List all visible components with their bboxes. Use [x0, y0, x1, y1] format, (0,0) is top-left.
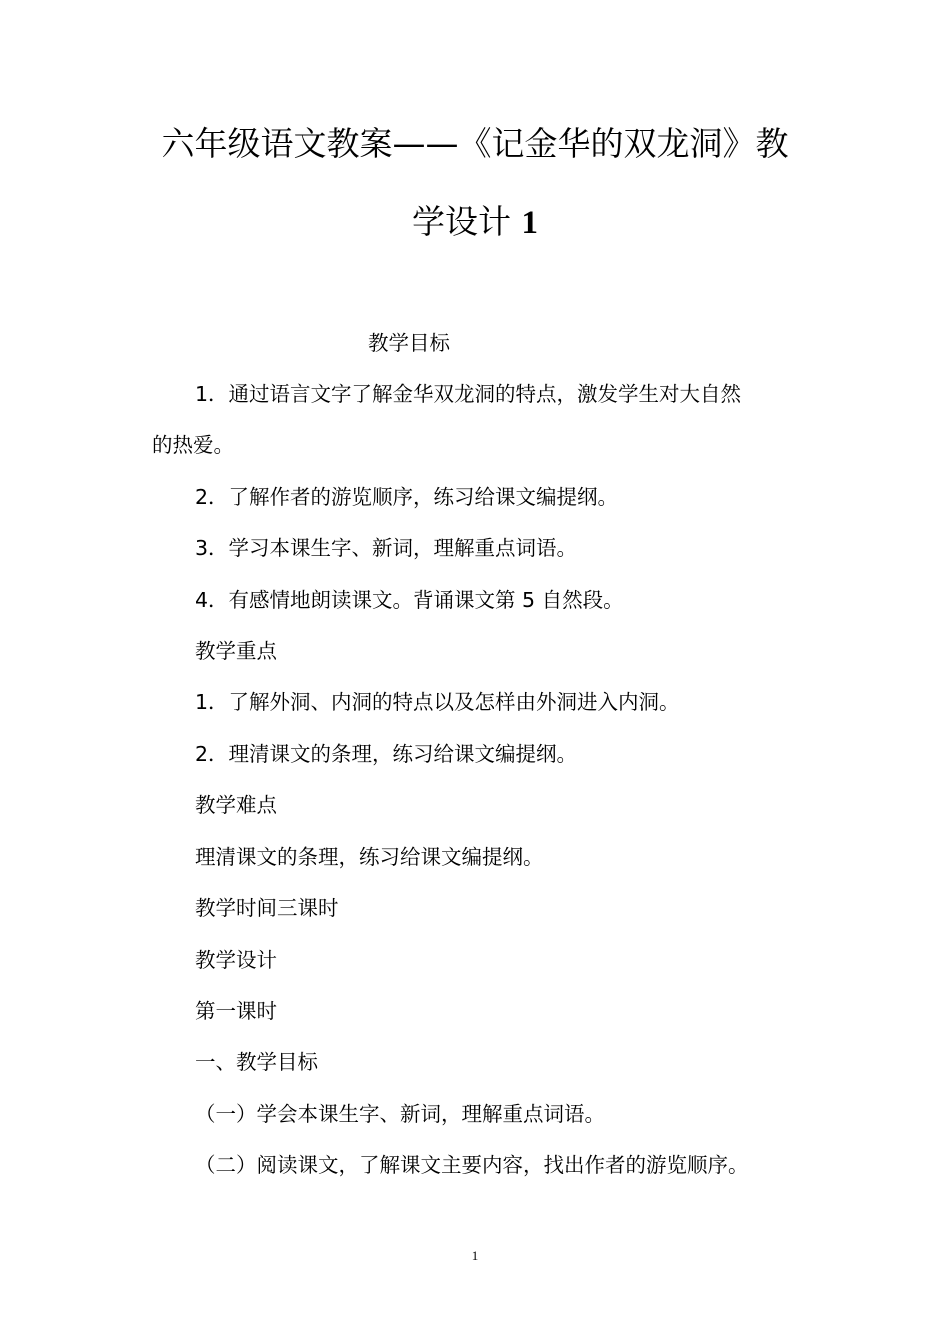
difficulty-text: 理清课文的条理，练习给课文编提纲。	[195, 845, 544, 869]
title-line-2-text: 学设计	[412, 202, 522, 241]
objective-4: 4．有感情地朗读课文。背诵课文第 5 自然段。	[195, 588, 624, 612]
key-point-2: 2．理清课文的条理，练习给课文编提纲。	[195, 742, 578, 766]
title-line-2	[0, 202, 950, 243]
first-lesson-heading: 第一课时	[195, 999, 277, 1023]
objective-1-line-1: 1．通过语言文字了解金华双龙洞的特点，激发学生对大自然	[195, 382, 742, 406]
page-number: 1	[471, 1248, 479, 1263]
objective-2: 2．了解作者的游览顺序，练习给课文编提纲。	[195, 485, 619, 509]
goal-2: （二）阅读课文，了解课文主要内容，找出作者的游览顺序。	[195, 1153, 749, 1177]
difficulty-heading: 教学难点	[195, 793, 277, 817]
key-point-1: 1．了解外洞、内洞的特点以及怎样由外洞进入内洞。	[195, 690, 680, 714]
goal-1: （一）学会本课生字、新词，理解重点词语。	[195, 1102, 605, 1126]
title-line-2-number: 1	[521, 205, 538, 241]
design-heading: 教学设计	[195, 948, 277, 972]
goals-heading: 一、教学目标	[195, 1050, 318, 1074]
objectives-heading: 教学目标	[368, 331, 450, 355]
objective-3: 3．学习本课生字、新词，理解重点词语。	[195, 536, 578, 560]
key-points-heading: 教学重点	[195, 639, 277, 663]
teaching-time: 教学时间三课时	[195, 896, 339, 920]
objective-1-line-2: 的热爱。	[152, 433, 234, 457]
title-line-1: 六年级语文教案——《记金华的双龙洞》教	[161, 124, 789, 163]
